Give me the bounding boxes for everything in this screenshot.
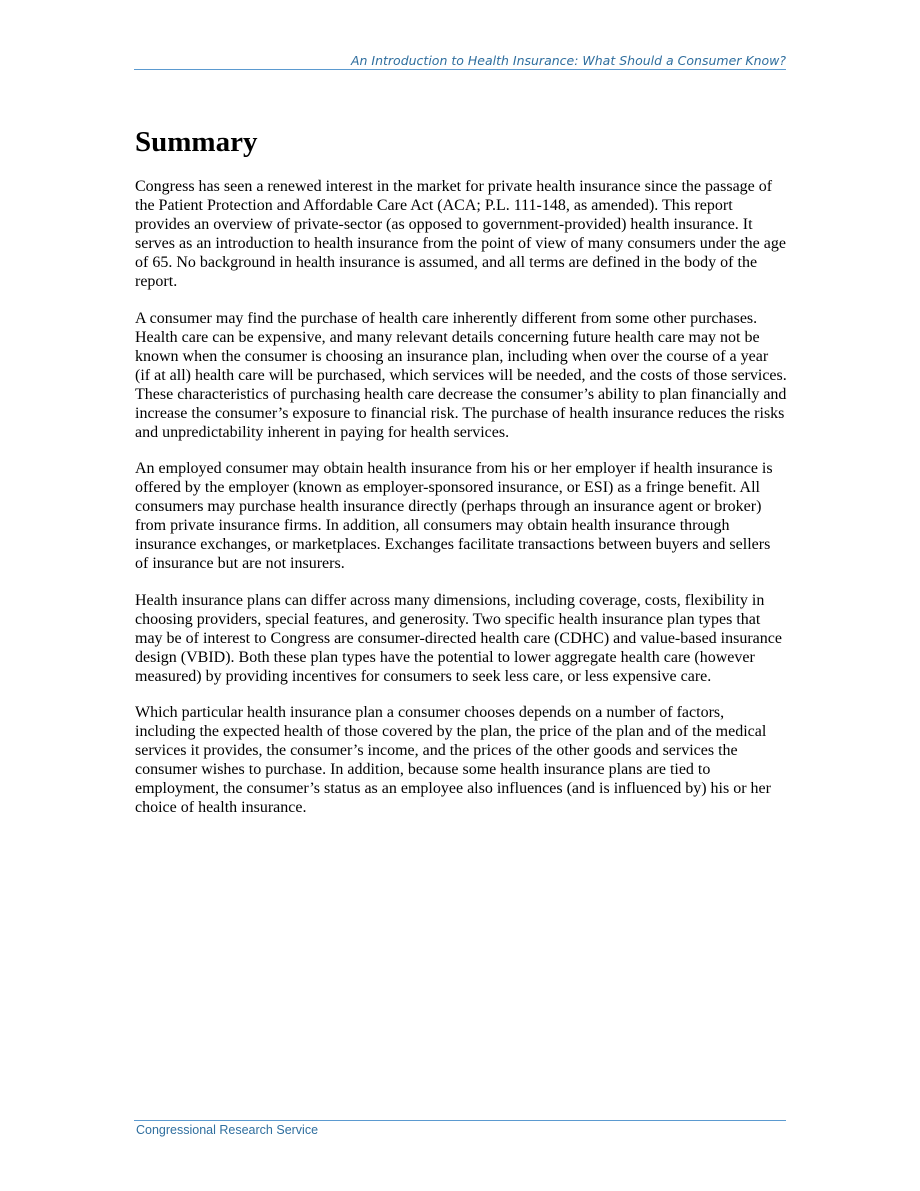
summary-body — [135, 177, 787, 835]
footer-organization: Congressional Research Service — [136, 1123, 319, 1137]
page-title: Summary — [135, 126, 258, 158]
footer-divider — [134, 1120, 786, 1121]
summary-paragraph: Which particular health insurance plan a consumer chooses depends on a number of factors, including the expected health of those covered by the plan, the price of the plan and of the medical services it provides, the consumer’s income, and the prices of the other goods and services the consumer wishes to purchase. In addition, because some health insurance plans are tied to employment, the consumer’s status as an employee also influences (and is influenced by) his or her choice of health insurance. — [135, 704, 771, 816]
running-header-title: An Introduction to Health Insurance: What Should a Consumer Know? — [350, 53, 786, 68]
summary-paragraph: Health insurance plans can differ across many dimensions, including coverage, costs, flexibility in choosing providers, special features, and generosity. Two specific health insurance plan types that may be of interest to Congress are consumer-directed health care (CDHC) and value-based insurance design (VBID). Both these plan types have the potential to lower aggregate health care (however measured) by providing incentives for consumers to seek less care, or less expensive care. — [135, 591, 782, 685]
summary-paragraph: Congress has seen a renewed interest in the market for private health insurance since the passage of the Patient Protection and Affordable Care Act (ACA; P.L. 111-148, as amended). This report provides an overview of private-sector (as opposed to government-provided) health insurance. It serves as an introduction to health insurance from the point of view of many consumers under the age of 65. No background in health insurance is assumed, and all terms are defined in the body of the report. — [135, 178, 786, 290]
header-divider — [134, 69, 786, 70]
summary-paragraph: A consumer may find the purchase of health care inherently different from some other purchases. Health care can be expensive, and many relevant details concerning future health care may not be known when the consumer is choosing an insurance plan, including when over the course of a year (if at all) health care will be purchased, which services will be needed, and the costs of those services. These characteristics of purchasing health care decrease the consumer’s ability to plan financially and increase the consumer’s exposure to financial risk. The purchase of health insurance reduces the risks and unpredictability inherent in paying for health services. — [135, 309, 787, 441]
summary-paragraph: An employed consumer may obtain health insurance from his or her employer if health insurance is offered by the employer (known as employer-sponsored insurance, or ESI) as a fringe benefit. All consumers may purchase health insurance directly (perhaps through an insurance agent or broker) from private insurance firms. In addition, all consumers may obtain health insurance through insurance exchanges, or marketplaces. Exchanges facilitate transactions between buyers and sellers of insurance but are not insurers. — [135, 460, 773, 572]
